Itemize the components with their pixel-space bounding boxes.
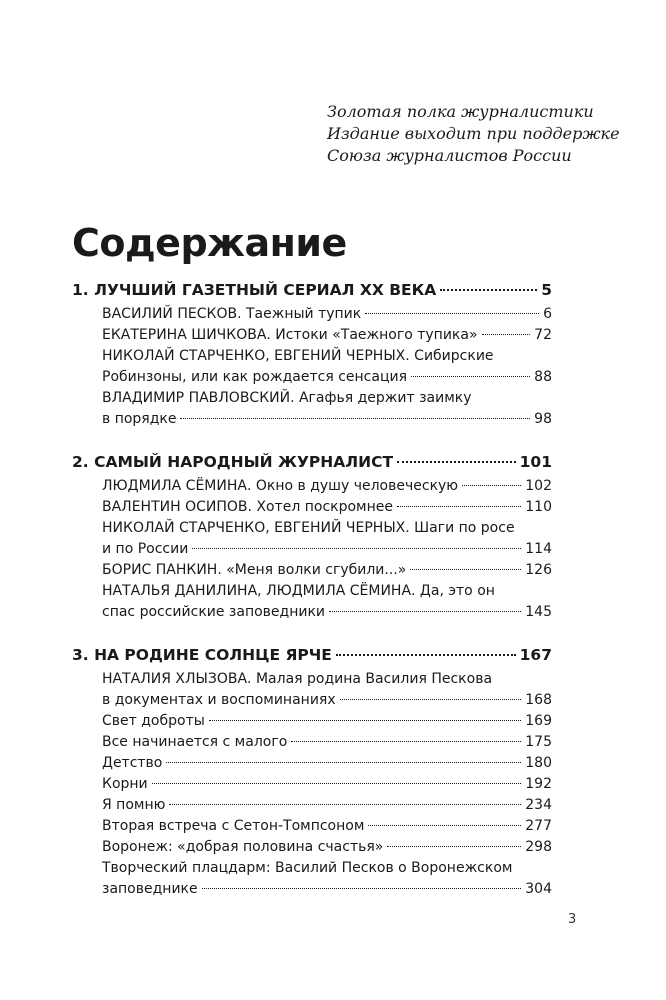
section-entries [72, 476, 552, 623]
toc-section [72, 453, 552, 623]
entry-text: ЕКАТЕРИНА ШИЧКОВА. Истоки «Таежного тупика» [102, 327, 478, 343]
entry-page: 126 [525, 562, 552, 578]
section-entries [72, 304, 552, 430]
entry-page: 102 [525, 478, 552, 494]
series-line: Золотая полка журналистики [327, 102, 594, 121]
section-entries [72, 669, 552, 900]
dot-leader [368, 825, 521, 826]
dot-leader [440, 289, 537, 291]
entry-text: Воронеж: «добрая половина счастья» [102, 839, 384, 855]
entry-last-line [102, 879, 552, 900]
entry-text: спас российские заповедники [102, 604, 326, 620]
entry-page: 6 [543, 306, 552, 322]
entry-text: Корни [102, 776, 148, 792]
section-heading[interactable] [72, 453, 552, 476]
entry-page: 192 [525, 776, 552, 792]
entry-page: 145 [525, 604, 552, 620]
dot-leader [387, 846, 521, 847]
entry-page: 110 [525, 499, 552, 515]
series-line: Союза журналистов России [327, 146, 572, 165]
entry-page: 168 [525, 692, 552, 708]
series-line: Издание выходит при поддержке [327, 124, 620, 143]
section-heading[interactable] [72, 646, 552, 669]
table-of-contents [72, 281, 552, 923]
dot-leader [410, 569, 521, 570]
entry-last-line [102, 711, 552, 732]
entry-last-line [102, 837, 552, 858]
entry-text-line: НИКОЛАЙ СТАРЧЕНКО, ЕВГЕНИЙ ЧЕРНЫХ. Сибирские [102, 348, 494, 364]
entry-text-line: Творческий плацдарм: Василий Песков о Воронежском [102, 860, 513, 876]
page-title: Содержание [72, 221, 347, 265]
section-page: 5 [541, 281, 552, 299]
toc-entry[interactable] [102, 774, 552, 795]
entry-text: Свет доброты [102, 713, 205, 729]
entry-page: 180 [525, 755, 552, 771]
toc-entry[interactable] [102, 388, 552, 430]
entry-last-line [102, 560, 552, 581]
entry-text: ВАЛЕНТИН ОСИПОВ. Хотел поскромнее [102, 499, 393, 515]
entry-last-line [102, 325, 552, 346]
toc-entry[interactable] [102, 837, 552, 858]
toc-entry[interactable] [102, 581, 552, 623]
dot-leader [411, 376, 530, 377]
entry-last-line [102, 816, 552, 837]
entry-text-line: НИКОЛАЙ СТАРЧЕНКО, ЕВГЕНИЙ ЧЕРНЫХ. Шаги по росе [102, 520, 515, 536]
entry-page: 175 [525, 734, 552, 750]
entry-page: 98 [534, 411, 552, 427]
toc-entry[interactable] [102, 669, 552, 711]
entry-last-line [102, 304, 552, 325]
entry-last-line [102, 602, 552, 623]
entry-page: 72 [534, 327, 552, 343]
dot-leader [329, 611, 521, 612]
entry-text: Все начинается с малого [102, 734, 288, 750]
entry-page: 114 [525, 541, 552, 557]
dot-leader [291, 741, 521, 742]
page-number: 3 [568, 912, 577, 927]
section-title: 2. САМЫЙ НАРОДНЫЙ ЖУРНАЛИСТ [72, 453, 394, 471]
section-title: 3. НА РОДИНЕ СОЛНЦЕ ЯРЧЕ [72, 646, 332, 664]
dot-leader [202, 888, 522, 889]
entry-text: заповеднике [102, 881, 198, 897]
dot-leader [365, 313, 539, 314]
entry-text: Робинзоны, или как рождается сенсация [102, 369, 407, 385]
toc-entry[interactable] [102, 346, 552, 388]
dot-leader [169, 804, 521, 805]
section-heading[interactable] [72, 281, 552, 304]
entry-text: ЛЮДМИЛА СЁМИНА. Окно в душу человеческую [102, 478, 459, 494]
entry-last-line [102, 367, 552, 388]
dot-leader [152, 783, 522, 784]
dot-leader [209, 720, 521, 721]
entry-text-line: НАТАЛИЯ ХЛЫЗОВА. Малая родина Василия Пескова [102, 671, 493, 687]
entry-page: 298 [525, 839, 552, 855]
entry-text-line: ВЛАДИМИР ПАВЛОВСКИЙ. Агафья держит заимку [102, 390, 472, 406]
entry-text: ВАСИЛИЙ ПЕСКОВ. Таежный тупик [102, 306, 362, 322]
entry-text: Детство [102, 755, 163, 771]
entry-last-line [102, 476, 552, 497]
toc-entry[interactable] [102, 518, 552, 560]
entry-last-line [102, 497, 552, 518]
entry-text: Я помню [102, 797, 166, 813]
section-page: 101 [519, 453, 552, 471]
dot-leader [397, 461, 516, 463]
dot-leader [397, 506, 521, 507]
series-note [327, 101, 647, 167]
toc-entry[interactable] [102, 476, 552, 497]
toc-entry[interactable] [102, 753, 552, 774]
dot-leader [482, 334, 531, 335]
toc-entry[interactable] [102, 304, 552, 325]
toc-entry[interactable] [102, 732, 552, 753]
dot-leader [336, 654, 516, 656]
dot-leader [462, 485, 521, 486]
toc-entry[interactable] [102, 497, 552, 518]
dot-leader [166, 762, 521, 763]
entry-text: БОРИС ПАНКИН. «Меня волки сгубили...» [102, 562, 407, 578]
entry-text: Вторая встреча с Сетон-Томпсоном [102, 818, 365, 834]
entry-last-line [102, 774, 552, 795]
dot-leader [192, 548, 521, 549]
toc-entry[interactable] [102, 816, 552, 837]
toc-entry[interactable] [102, 711, 552, 732]
toc-entry[interactable] [102, 560, 552, 581]
entry-page: 277 [525, 818, 552, 834]
toc-entry[interactable] [102, 795, 552, 816]
toc-section [72, 646, 552, 900]
entry-last-line [102, 732, 552, 753]
entry-page: 234 [525, 797, 552, 813]
toc-section [72, 281, 552, 430]
entry-page: 88 [534, 369, 552, 385]
section-page: 167 [519, 646, 552, 664]
entry-text: в порядке [102, 411, 177, 427]
entry-last-line [102, 409, 552, 430]
toc-entry[interactable] [102, 325, 552, 346]
entry-page: 169 [525, 713, 552, 729]
entry-text-line: НАТАЛЬЯ ДАНИЛИНА, ЛЮДМИЛА СЁМИНА. Да, это он [102, 583, 495, 599]
entry-last-line [102, 795, 552, 816]
dot-leader [340, 699, 522, 700]
entry-last-line [102, 690, 552, 711]
toc-entry[interactable] [102, 858, 552, 900]
entry-page: 304 [525, 881, 552, 897]
entry-last-line [102, 539, 552, 560]
dot-leader [180, 418, 530, 419]
section-title: 1. ЛУЧШИЙ ГАЗЕТНЫЙ СЕРИАЛ XX ВЕКА [72, 281, 437, 299]
entry-text: и по России [102, 541, 189, 557]
entry-last-line [102, 753, 552, 774]
entry-text: в документах и воспоминаниях [102, 692, 336, 708]
